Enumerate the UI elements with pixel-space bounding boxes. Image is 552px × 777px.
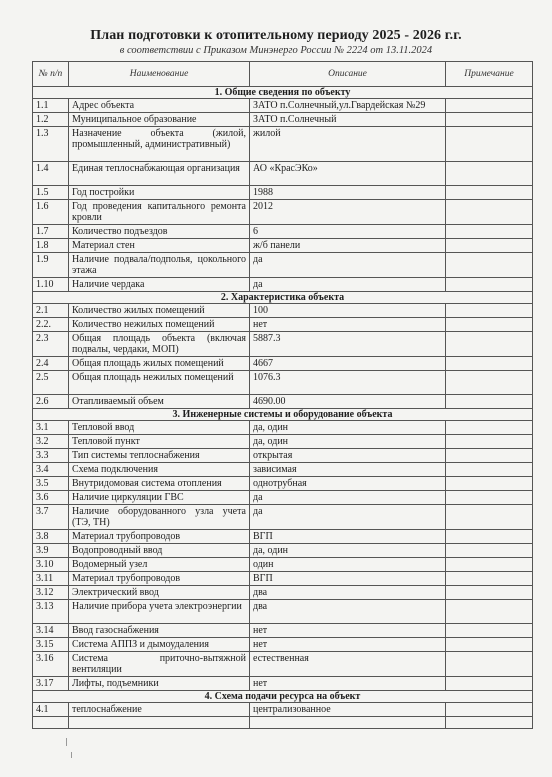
row-note-cell [446, 239, 533, 253]
row-name-cell: Год проведения капитального ремонта кровли [69, 200, 250, 225]
column-header-name: Наименование [69, 62, 250, 87]
table-row [33, 304, 533, 318]
row-number-cell: 3.8 [33, 530, 69, 544]
table-row [33, 200, 533, 225]
row-note-cell [446, 652, 533, 677]
row-name-cell: Наличие подвала/подполья, цокольного этажа [69, 253, 250, 278]
column-header-desc: Описание [250, 62, 446, 87]
row-name-cell: Система приточно-вытяжной вентиляции [69, 652, 250, 677]
row-name-cell: Общая площадь жилых помещений [69, 357, 250, 371]
empty-cell [33, 717, 69, 729]
row-description-cell: да [250, 278, 446, 292]
table-header-row [33, 62, 533, 87]
row-description-cell: 2012 [250, 200, 446, 225]
section-title: 1. Общие сведения по объекту [33, 87, 533, 99]
row-note-cell [446, 318, 533, 332]
row-description-cell: да [250, 491, 446, 505]
table-row [33, 530, 533, 544]
row-name-cell: Наличие оборудованного узла учета (ТЭ, ТН) [69, 505, 250, 530]
row-number-cell: 1.10 [33, 278, 69, 292]
row-note-cell [446, 638, 533, 652]
row-note-cell [446, 477, 533, 491]
table-row [33, 624, 533, 638]
row-description-cell: два [250, 600, 446, 624]
row-description-cell: нет [250, 677, 446, 691]
row-note-cell [446, 435, 533, 449]
row-number-cell: 3.2 [33, 435, 69, 449]
row-number-cell: 2.5 [33, 371, 69, 395]
section-title: 4. Схема подачи ресурса на объект [33, 691, 533, 703]
row-description-cell: 1076.3 [250, 371, 446, 395]
row-name-cell: Лифты, подъемники [69, 677, 250, 691]
row-name-cell: Назначение объекта (жилой, промышленный, административный) [69, 127, 250, 162]
row-description-cell: нет [250, 318, 446, 332]
table-row [33, 586, 533, 600]
row-description-cell: да [250, 505, 446, 530]
row-description-cell: нет [250, 624, 446, 638]
table-row [33, 449, 533, 463]
row-number-cell: 1.4 [33, 162, 69, 186]
row-name-cell: Внутридомовая система отопления [69, 477, 250, 491]
table-row [33, 357, 533, 371]
row-note-cell [446, 505, 533, 530]
row-description-cell: жилой [250, 127, 446, 162]
row-name-cell: Ввод газоснабжения [69, 624, 250, 638]
row-number-cell: 4.1 [33, 703, 69, 717]
table-row [33, 638, 533, 652]
row-number-cell: 2.4 [33, 357, 69, 371]
page-title: План подготовки к отопительному периоду 2025 - 2026 г.г. [90, 28, 462, 43]
section-title: 2. Характеристика объекта [33, 292, 533, 304]
table-row [33, 113, 533, 127]
row-number-cell: 2.6 [33, 395, 69, 409]
row-note-cell [446, 600, 533, 624]
row-name-cell: Система АППЗ и дымоудаления [69, 638, 250, 652]
row-description-cell: один [250, 558, 446, 572]
row-number-cell: 3.13 [33, 600, 69, 624]
row-description-cell: ЗАТО п.Солнечный [250, 113, 446, 127]
section-header-row [33, 292, 533, 304]
row-note-cell [446, 449, 533, 463]
row-description-cell: да [250, 253, 446, 278]
page-subtitle: в соответствии с Приказом Минэнерго России № 2224 от 13.11.2024 [119, 45, 433, 56]
plan-table [32, 61, 533, 729]
table-row [33, 652, 533, 677]
table-row [33, 491, 533, 505]
scan-mark [71, 752, 72, 758]
empty-cell [446, 717, 533, 729]
row-name-cell: Тепловой пункт [69, 435, 250, 449]
row-description-cell: 100 [250, 304, 446, 318]
row-note-cell [446, 186, 533, 200]
row-name-cell: Отапливаемый объем [69, 395, 250, 409]
row-description-cell: два [250, 586, 446, 600]
row-number-cell: 3.15 [33, 638, 69, 652]
row-name-cell: Адрес объекта [69, 99, 250, 113]
row-note-cell [446, 544, 533, 558]
row-name-cell: Общая площадь объекта (включая подвалы, чердаки, МОП) [69, 332, 250, 357]
row-note-cell [446, 572, 533, 586]
row-name-cell: Тип системы теплоснабжения [69, 449, 250, 463]
scan-mark [66, 738, 67, 746]
table-row [33, 127, 533, 162]
row-name-cell: Материал трубопроводов [69, 530, 250, 544]
table-row [33, 505, 533, 530]
row-name-cell: Наличие чердака [69, 278, 250, 292]
row-description-cell: нет [250, 638, 446, 652]
row-name-cell: Наличие циркуляции ГВС [69, 491, 250, 505]
table-row [33, 225, 533, 239]
row-name-cell: Общая площадь нежилых помещений [69, 371, 250, 395]
row-name-cell: Количество жилых помещений [69, 304, 250, 318]
row-name-cell: Водопроводный ввод [69, 544, 250, 558]
row-note-cell [446, 624, 533, 638]
row-number-cell: 3.14 [33, 624, 69, 638]
row-note-cell [446, 530, 533, 544]
row-number-cell: 1.9 [33, 253, 69, 278]
row-description-cell: естественная [250, 652, 446, 677]
row-note-cell [446, 99, 533, 113]
row-number-cell: 1.2 [33, 113, 69, 127]
row-description-cell: 4667 [250, 357, 446, 371]
row-name-cell: Тепловой ввод [69, 421, 250, 435]
section-header-row [33, 691, 533, 703]
row-note-cell [446, 463, 533, 477]
table-row [33, 278, 533, 292]
row-description-cell: зависимая [250, 463, 446, 477]
table-row [33, 677, 533, 691]
row-note-cell [446, 225, 533, 239]
empty-row [33, 717, 533, 729]
row-number-cell: 2.1 [33, 304, 69, 318]
table-row [33, 332, 533, 357]
row-description-cell: 4690.00 [250, 395, 446, 409]
row-description-cell: ВГП [250, 530, 446, 544]
table-row [33, 435, 533, 449]
table-row [33, 318, 533, 332]
row-number-cell: 3.17 [33, 677, 69, 691]
column-header-num: № п/п [33, 62, 69, 87]
table-row [33, 703, 533, 717]
row-description-cell: да, один [250, 435, 446, 449]
row-note-cell [446, 200, 533, 225]
row-number-cell: 1.1 [33, 99, 69, 113]
row-note-cell [446, 304, 533, 318]
row-name-cell: Материал стен [69, 239, 250, 253]
row-number-cell: 3.16 [33, 652, 69, 677]
row-number-cell: 3.6 [33, 491, 69, 505]
row-name-cell: Количество нежилых помещений [69, 318, 250, 332]
row-note-cell [446, 357, 533, 371]
table-row [33, 544, 533, 558]
table-row [33, 463, 533, 477]
row-note-cell [446, 278, 533, 292]
row-number-cell: 3.9 [33, 544, 69, 558]
row-number-cell: 1.8 [33, 239, 69, 253]
row-description-cell: ЗАТО п.Солнечный,ул.Гвардейская №29 [250, 99, 446, 113]
row-number-cell: 3.3 [33, 449, 69, 463]
row-note-cell [446, 332, 533, 357]
table-row [33, 162, 533, 186]
table-row [33, 253, 533, 278]
row-name-cell: теплоснабжение [69, 703, 250, 717]
row-note-cell [446, 253, 533, 278]
row-description-cell: 1988 [250, 186, 446, 200]
row-note-cell [446, 491, 533, 505]
row-description-cell: АО «КрасЭКо» [250, 162, 446, 186]
row-note-cell [446, 395, 533, 409]
table-row [33, 239, 533, 253]
table-row [33, 421, 533, 435]
row-number-cell: 3.1 [33, 421, 69, 435]
table-row [33, 558, 533, 572]
row-note-cell [446, 586, 533, 600]
row-description-cell: однотрубная [250, 477, 446, 491]
row-note-cell [446, 127, 533, 162]
row-name-cell: Материал трубопроводов [69, 572, 250, 586]
table-row [33, 477, 533, 491]
row-name-cell: Водомерный узел [69, 558, 250, 572]
row-number-cell: 3.4 [33, 463, 69, 477]
section-header-row [33, 87, 533, 99]
row-description-cell: 5887.3 [250, 332, 446, 357]
row-number-cell: 3.5 [33, 477, 69, 491]
row-description-cell: ВГП [250, 572, 446, 586]
row-description-cell: открытая [250, 449, 446, 463]
row-note-cell [446, 113, 533, 127]
row-description-cell: ж/б панели [250, 239, 446, 253]
row-name-cell: Муниципальное образование [69, 113, 250, 127]
row-name-cell: Единая теплоснабжающая организация [69, 162, 250, 186]
row-number-cell: 3.11 [33, 572, 69, 586]
row-name-cell: Год постройки [69, 186, 250, 200]
row-note-cell [446, 371, 533, 395]
row-note-cell [446, 558, 533, 572]
row-description-cell: да, один [250, 421, 446, 435]
table-row [33, 600, 533, 624]
row-number-cell: 3.10 [33, 558, 69, 572]
table-row [33, 371, 533, 395]
table-row [33, 99, 533, 113]
row-note-cell [446, 162, 533, 186]
row-number-cell: 1.5 [33, 186, 69, 200]
row-description-cell: централизованное [250, 703, 446, 717]
row-number-cell: 3.12 [33, 586, 69, 600]
row-number-cell: 1.7 [33, 225, 69, 239]
table-body [33, 87, 533, 729]
row-note-cell [446, 703, 533, 717]
table-row [33, 572, 533, 586]
empty-cell [69, 717, 250, 729]
row-name-cell: Наличие прибора учета электроэнергии [69, 600, 250, 624]
section-title: 3. Инженерные системы и оборудование объекта [33, 409, 533, 421]
row-name-cell: Электрический ввод [69, 586, 250, 600]
row-number-cell: 1.6 [33, 200, 69, 225]
row-number-cell: 2.3 [33, 332, 69, 357]
table-row [33, 186, 533, 200]
row-name-cell: Схема подключения [69, 463, 250, 477]
row-number-cell: 1.3 [33, 127, 69, 162]
column-header-note: Примечание [446, 62, 533, 87]
empty-cell [250, 717, 446, 729]
row-description-cell: 6 [250, 225, 446, 239]
section-header-row [33, 409, 533, 421]
row-note-cell [446, 677, 533, 691]
table-row [33, 395, 533, 409]
row-number-cell: 2.2. [33, 318, 69, 332]
row-description-cell: да, один [250, 544, 446, 558]
row-number-cell: 3.7 [33, 505, 69, 530]
row-name-cell: Количество подъездов [69, 225, 250, 239]
row-note-cell [446, 421, 533, 435]
